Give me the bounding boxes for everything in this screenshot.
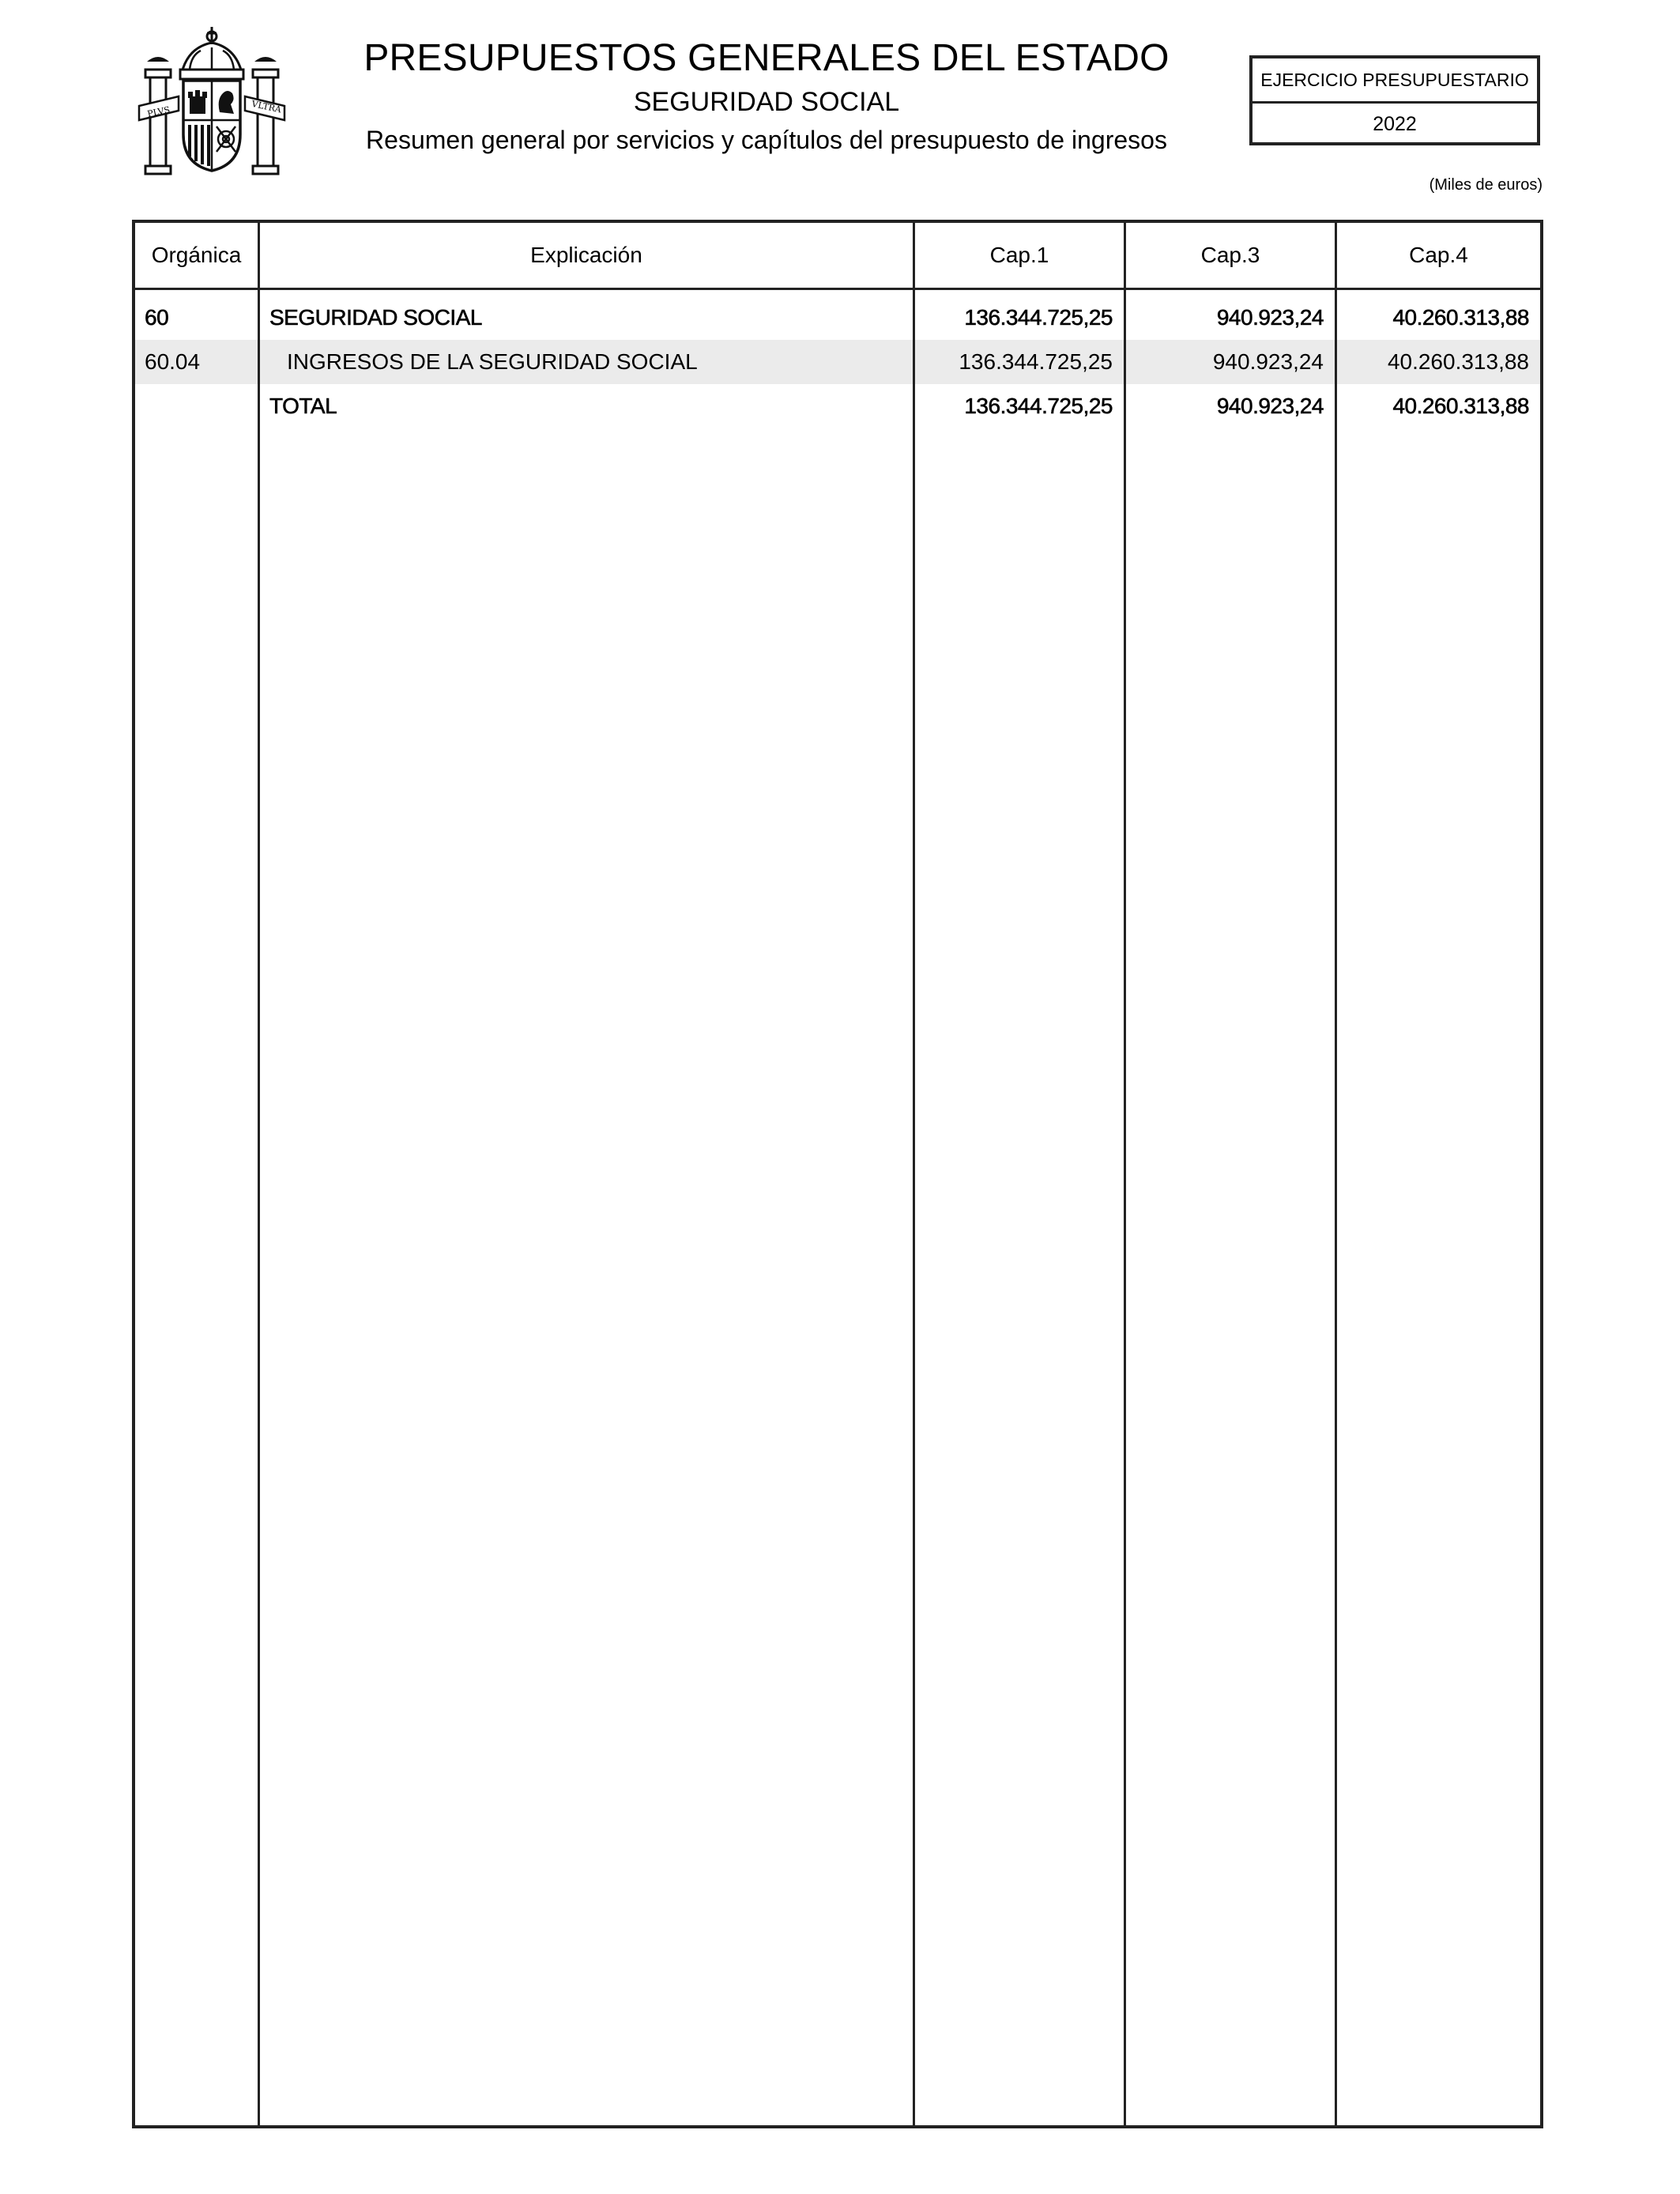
cell-cap1: 136.344.725,25	[964, 394, 1113, 418]
column-divider	[1124, 223, 1126, 2125]
budget-table	[132, 220, 1543, 2128]
table-row	[135, 340, 1540, 384]
column-header-cap1: Cap.1	[989, 243, 1049, 267]
document-subtitle: SEGURIDAD SOCIAL	[633, 87, 900, 117]
document-title: PRESUPUESTOS GENERALES DEL ESTADO	[363, 37, 1170, 79]
cell-cap3: 940.923,24	[1216, 305, 1324, 330]
cell-cap4: 40.260.313,88	[1387, 349, 1529, 374]
cell-organica: 60	[145, 305, 169, 330]
column-header-organica: Orgánica	[151, 243, 242, 267]
cell-cap1: 136.344.725,25	[959, 349, 1113, 374]
cell-explicacion: SEGURIDAD SOCIAL	[269, 305, 482, 330]
cell-cap1: 136.344.725,25	[964, 305, 1113, 330]
column-divider	[1335, 223, 1337, 2125]
cell-cap3: 940.923,24	[1212, 349, 1324, 374]
column-header-cap3: Cap.3	[1200, 243, 1260, 267]
cell-cap4: 40.260.313,88	[1392, 394, 1529, 418]
table-header-row	[135, 223, 1540, 290]
exercise-box	[1249, 55, 1540, 145]
cell-organica: 60.04	[145, 349, 201, 374]
svg-text:PLVS: PLVS	[146, 104, 171, 119]
cell-explicacion: INGRESOS DE LA SEGURIDAD SOCIAL	[287, 349, 698, 374]
svg-text:VLTRA: VLTRA	[250, 98, 283, 115]
column-divider	[913, 223, 915, 2125]
document-description: Resumen general por servicios y capítulos del presupuesto de ingresos	[366, 126, 1167, 154]
cell-cap4: 40.260.313,88	[1392, 305, 1529, 330]
cell-cap3: 940.923,24	[1216, 394, 1324, 418]
document-header	[300, 35, 1233, 158]
cell-organica	[145, 384, 255, 428]
table-row	[135, 296, 1540, 340]
cell-explicacion: TOTAL	[269, 394, 337, 418]
column-header-cap4: Cap.4	[1409, 243, 1468, 267]
table-row-total	[135, 384, 1540, 428]
column-header-explicacion: Explicación	[530, 243, 642, 267]
coat-of-arms-logo	[133, 24, 291, 182]
exercise-label: EJERCICIO PRESUPUESTARIO	[1252, 58, 1537, 104]
column-divider	[258, 223, 260, 2125]
exercise-year: 2022	[1373, 113, 1417, 135]
units-note: (Miles de euros)	[1429, 176, 1543, 194]
